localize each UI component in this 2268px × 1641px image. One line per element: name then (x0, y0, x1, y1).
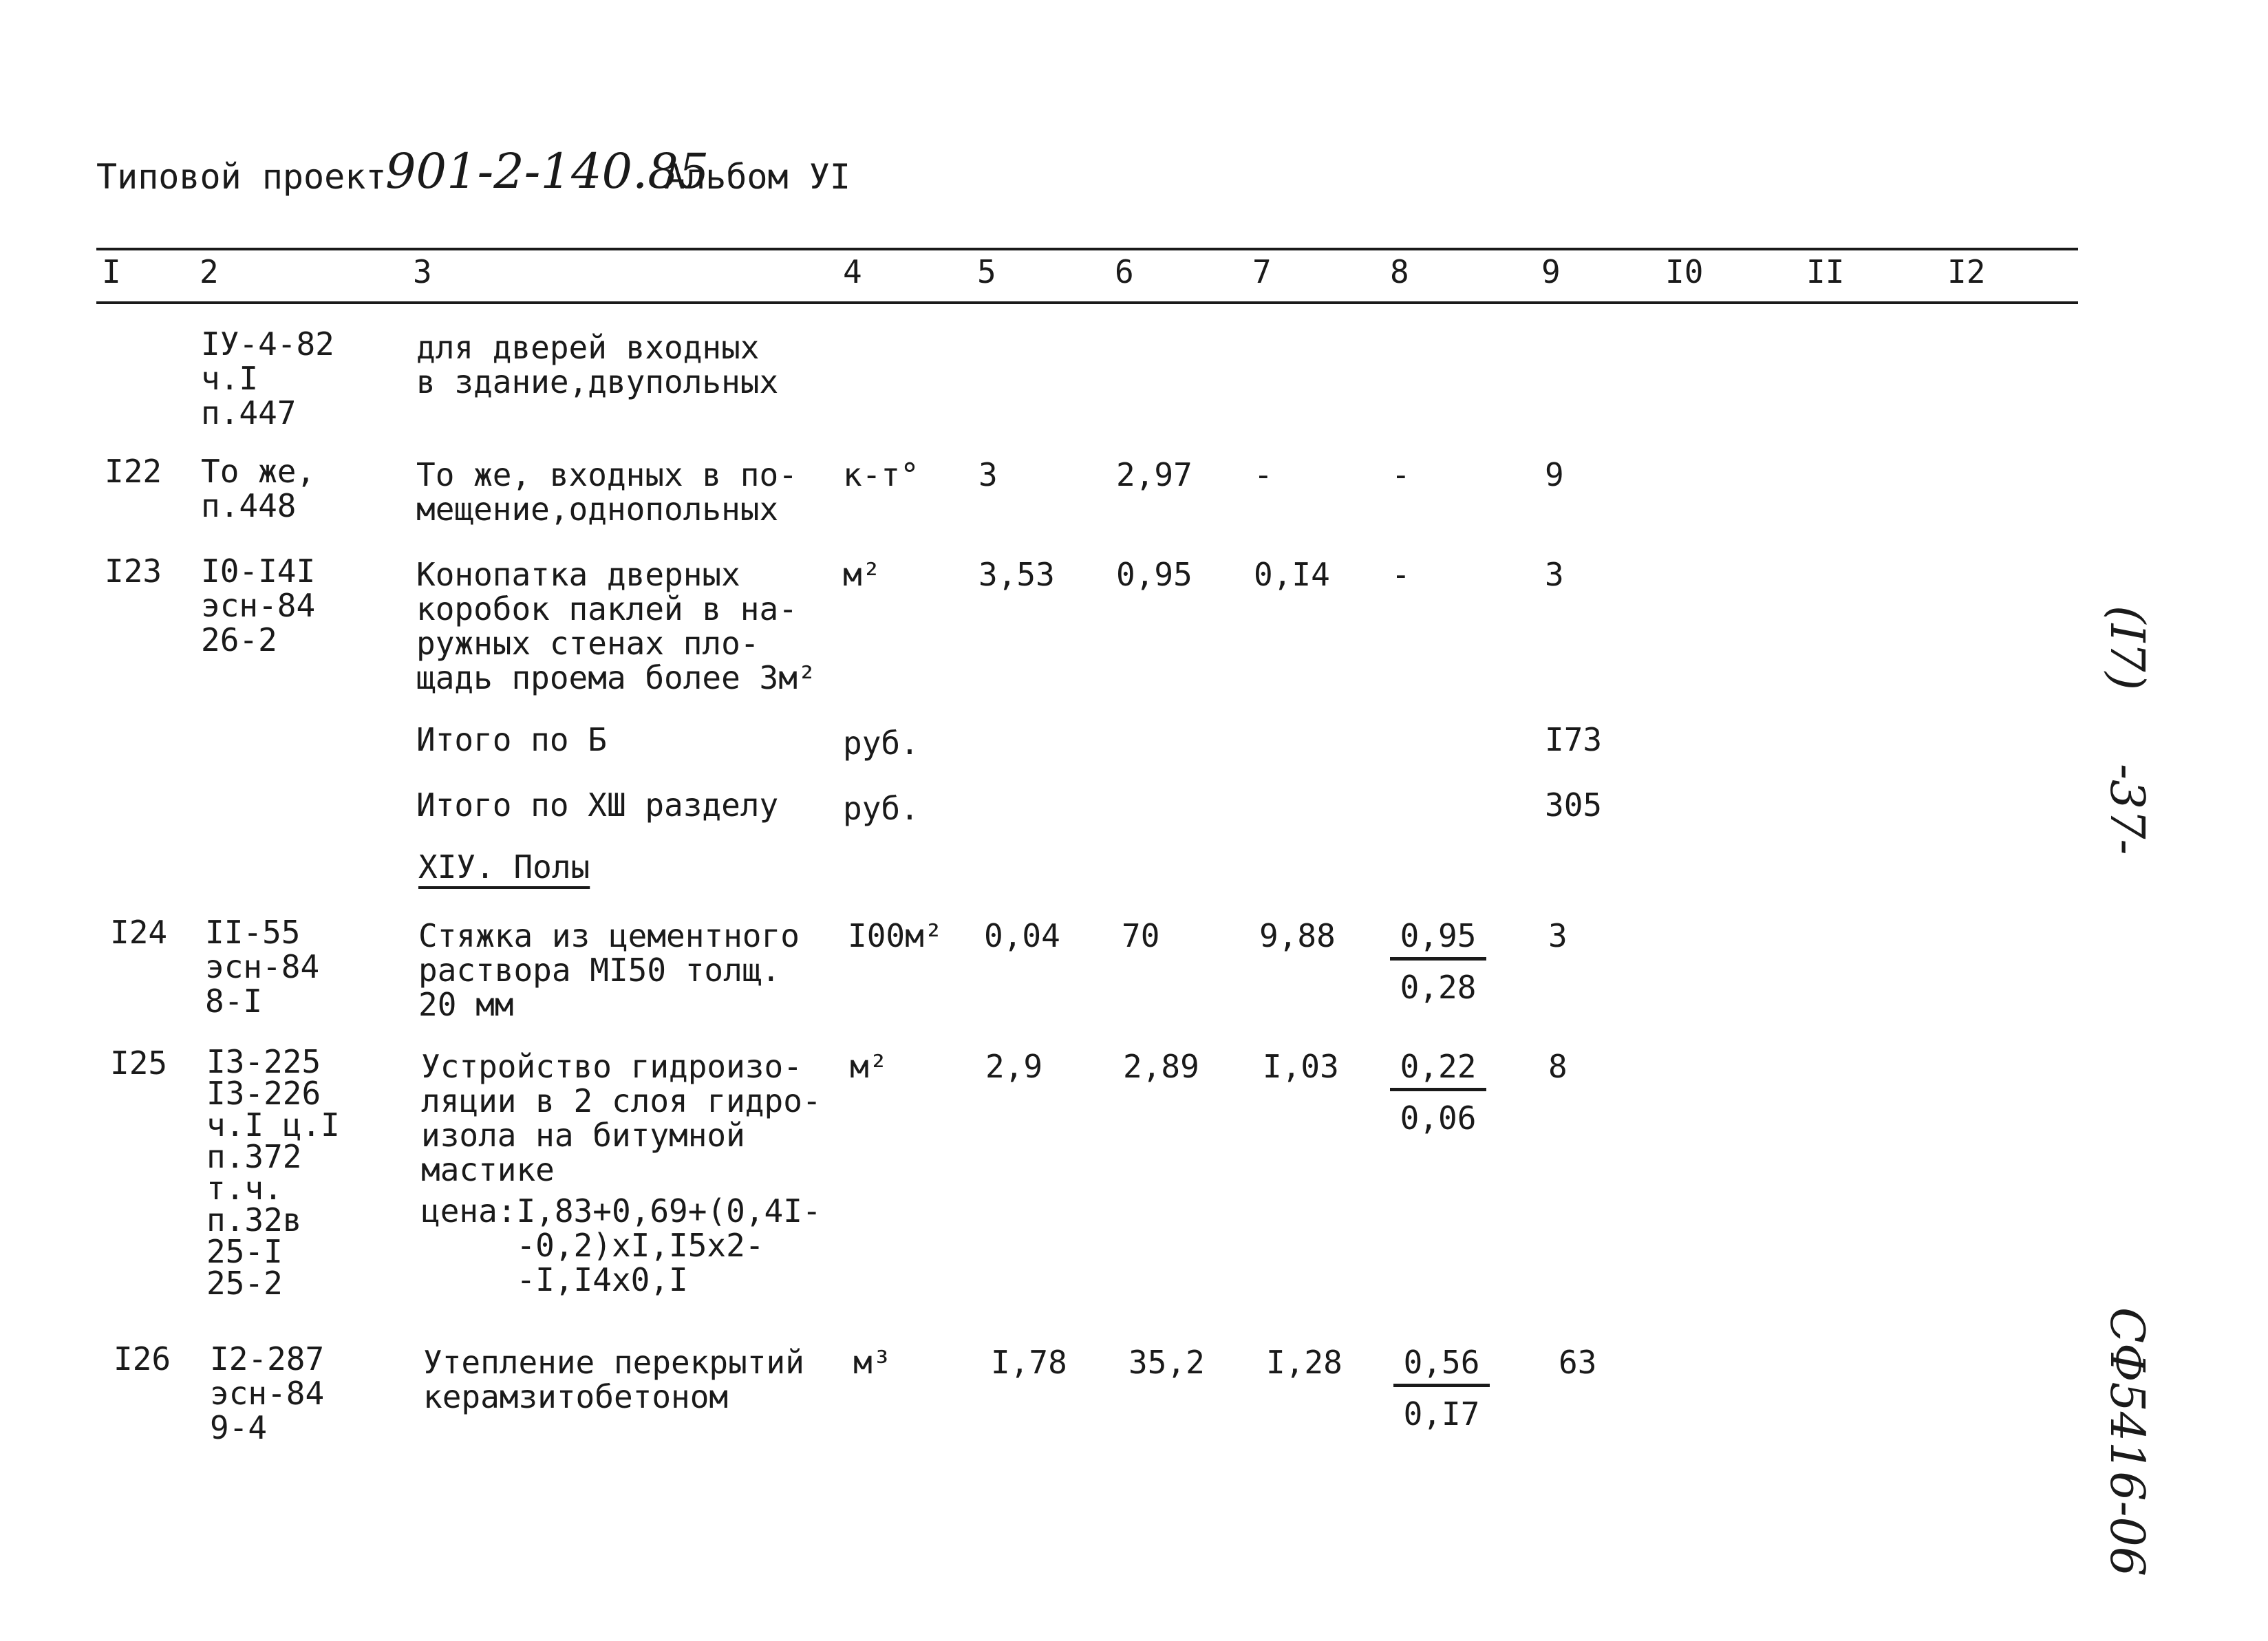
unit-cell: I00м² (848, 917, 943, 954)
quantity-cell: 2,9 (985, 1048, 1043, 1085)
column-header: 2 (200, 253, 219, 290)
col8-cell: - (1391, 456, 1411, 493)
col7-cell: 9,88 (1259, 917, 1336, 954)
description-cell: для дверей входных в здание,двупольных (416, 329, 779, 400)
column-header: 4 (843, 253, 862, 290)
column-header: I0 (1665, 253, 1704, 290)
section-title: XIУ. Полы (418, 848, 590, 886)
column-header: II (1806, 253, 1845, 290)
row-number: I22 (105, 453, 162, 490)
row-number: I23 (105, 553, 162, 590)
fraction-cell (1390, 1049, 1486, 1135)
unit-cell: м² (850, 1048, 888, 1085)
fraction-numerator: 0,95 (1390, 919, 1486, 961)
quantity-cell: 3,53 (978, 556, 1055, 593)
column-header: I (102, 253, 121, 290)
col7-cell: I,03 (1263, 1048, 1339, 1085)
total-cell: 305 (1545, 786, 1603, 824)
unit-price-cell: 35,2 (1128, 1344, 1205, 1381)
reference-cell: IУ-4-82 ч.I п.447 (201, 325, 334, 431)
reference-cell: I0-I4I эсн-84 26-2 (201, 553, 316, 658)
description-cell: То же, входных в по- мещение,однопольных (416, 456, 798, 528)
row-number: I26 (114, 1340, 171, 1377)
column-header: 5 (977, 253, 996, 290)
description-cell: Конопатка дверных коробок паклей в на- ружных стенах пло- щадь проема более 3м² (416, 556, 817, 696)
column-header: 6 (1115, 253, 1134, 290)
column-header: 3 (413, 253, 432, 290)
quantity-cell: 3 (978, 456, 998, 493)
reference-cell: I2-287 эсн-84 9-4 (210, 1340, 325, 1446)
header-label: Типовой проект (96, 157, 387, 197)
unit-price-cell: 2,97 (1116, 456, 1192, 493)
fraction-numerator: 0,22 (1390, 1049, 1486, 1091)
unit-cell: м³ (853, 1344, 892, 1381)
col7-cell: I,28 (1266, 1344, 1342, 1381)
column-header: I2 (1947, 253, 1986, 290)
column-header: 9 (1541, 253, 1561, 290)
total-cell: 3 (1545, 556, 1564, 593)
col7-cell: - (1254, 456, 1273, 493)
project-number: 901-2-140.85 (385, 143, 709, 200)
row-number: I25 (110, 1044, 168, 1082)
unit-price-cell: 2,89 (1123, 1048, 1199, 1085)
total-cell: 9 (1545, 456, 1564, 493)
description-cell: Утепление перекрытий керамзитобетоном (423, 1344, 804, 1415)
total-cell: I73 (1545, 721, 1603, 758)
quantity-cell: 0,04 (984, 917, 1060, 954)
price-formula: цена:I,83+0,69+(0,4I- -0,2)xI,I5x2- -I,I4x0,I (421, 1192, 822, 1298)
reference-cell: I3-225 I3-226 ч.I ц.I п.372 т.ч. п.32в 25-I 25-2 (206, 1043, 340, 1302)
subtotal-label: Итого по Б (416, 721, 607, 758)
archive-code-note: СФ5416-06 (2099, 1307, 2154, 1577)
subtotal-label: Итого по XШ разделу (416, 786, 779, 824)
fraction-cell (1393, 1345, 1490, 1431)
column-header: 7 (1252, 253, 1272, 290)
fraction-denominator: 0,06 (1400, 1100, 1477, 1137)
unit-price-cell: 0,95 (1116, 556, 1192, 593)
unit-price-cell: 70 (1122, 917, 1160, 954)
description-cell: Стяжка из цементного раствора МI50 толщ. 20 мм (418, 917, 800, 1023)
total-cell: 63 (1559, 1344, 1597, 1381)
table-header-rule (96, 301, 2078, 304)
col7-cell: 0,I4 (1254, 556, 1330, 593)
unit-cell: м² (843, 556, 881, 593)
page-number-note: -37- (2099, 764, 2154, 855)
quantity-cell: I,78 (991, 1344, 1067, 1381)
unit-cell: руб. (843, 725, 919, 762)
row-number: I24 (110, 914, 168, 951)
album-label: Альбом УI (664, 157, 850, 197)
sheet-number-note: (I7) (2099, 605, 2154, 691)
table-top-rule (96, 248, 2078, 250)
col8-cell: - (1391, 556, 1411, 593)
total-cell: 8 (1548, 1048, 1568, 1085)
fraction-denominator: 0,I7 (1403, 1395, 1480, 1433)
reference-cell: II-55 эсн-84 8-I (205, 914, 320, 1020)
column-header: 8 (1390, 253, 1409, 290)
fraction-denominator: 0,28 (1400, 969, 1477, 1006)
unit-cell: руб. (843, 790, 919, 827)
reference-cell: То же, п.448 (201, 453, 316, 524)
fraction-numerator: 0,56 (1393, 1345, 1490, 1387)
fraction-cell (1390, 919, 1486, 1005)
total-cell: 3 (1548, 917, 1568, 954)
description-cell: Устройство гидроизо- ляции в 2 слоя гидро- изола на битумной мастике (421, 1048, 822, 1188)
unit-cell: к-т° (843, 456, 919, 493)
